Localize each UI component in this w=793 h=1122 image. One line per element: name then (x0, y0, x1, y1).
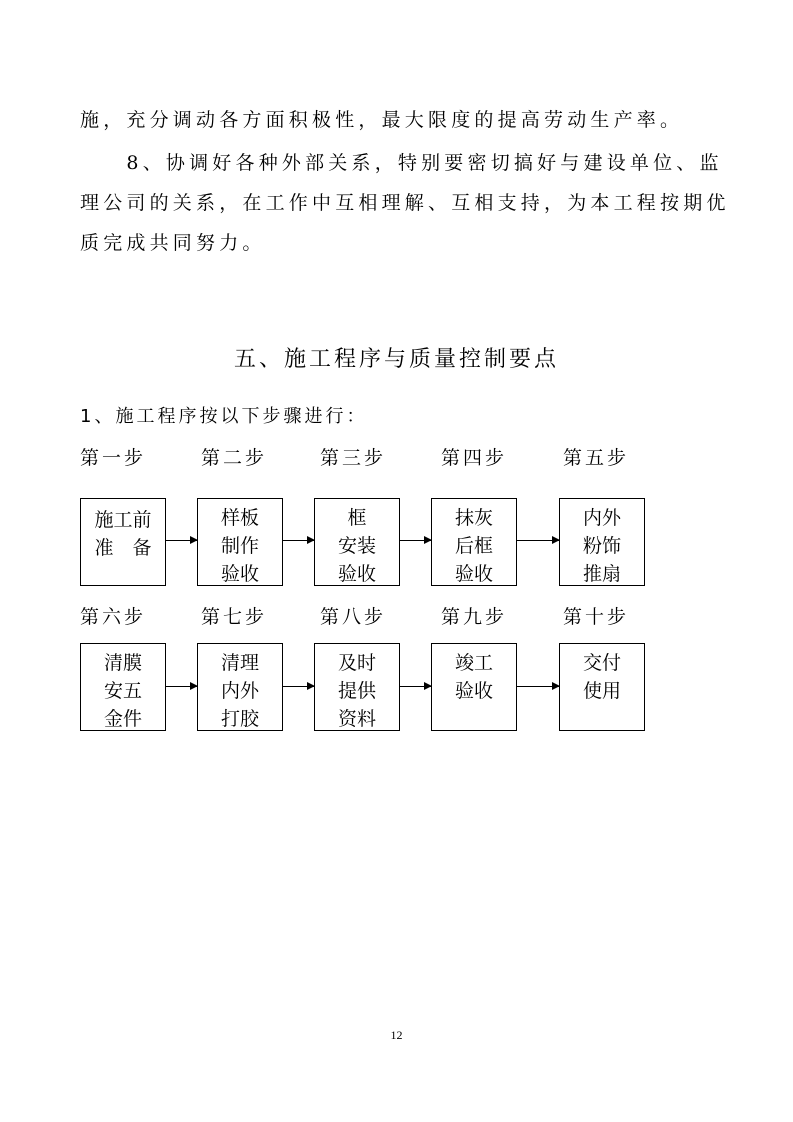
step-box-7-line-2: 内外 (220, 680, 259, 702)
section-title: 五、施工程序与质量控制要点 (233, 347, 559, 372)
step-box-3-line-1: 框 (347, 507, 367, 529)
step-box-3-line-2: 安装 (337, 535, 376, 557)
flow-arrow-9-10 (517, 686, 559, 687)
step-box-4-line-3: 验收 (454, 563, 493, 585)
paragraph-line-3: 理公司的关系，在工作中互相理解、互相支持，为本工程按期优 (80, 192, 730, 214)
step-box-2 (197, 498, 283, 586)
step-box-8-line-1: 及时 (337, 652, 376, 674)
step-box-2-line-2: 制作 (220, 535, 259, 557)
step-box-1-line-1: 施工前 (94, 509, 152, 531)
step-box-5-line-2: 粉饰 (582, 535, 621, 557)
step-box-9-line-2: 验收 (454, 680, 493, 702)
step-box-3 (314, 498, 400, 586)
step-box-7-line-3: 打胶 (220, 708, 259, 730)
step-box-1-line-2: 准 备 (94, 537, 152, 559)
step-box-5-line-1: 内外 (582, 507, 621, 529)
step-box-10-line-2: 使用 (582, 680, 621, 702)
paragraph-line-2: 8、协调好各种外部关系，特别要密切搞好与建设单位、监 (80, 152, 723, 174)
step-box-7-line-1: 清理 (220, 652, 259, 674)
step-label-8: 第八步 (320, 606, 387, 628)
step-box-9-line-1: 竣工 (454, 652, 493, 674)
flow-arrow-1-2 (166, 540, 197, 541)
step-label-10: 第十步 (563, 606, 630, 628)
step-box-10 (559, 643, 645, 731)
step-label-5: 第五步 (563, 447, 630, 469)
step-label-1: 第一步 (80, 447, 147, 469)
paragraph-line-1: 施，充分调动各方面积极性，最大限度的提高劳动生产率。 (80, 109, 684, 131)
step-box-5-line-3: 推扇 (582, 563, 621, 585)
step-label-6: 第六步 (80, 606, 147, 628)
step-label-4: 第四步 (441, 447, 508, 469)
step-box-1 (80, 498, 166, 586)
flow-arrow-6-7 (166, 686, 197, 687)
step-box-6-line-1: 清膜 (103, 652, 142, 674)
step-box-6 (80, 643, 166, 731)
step-box-2-line-3: 验收 (220, 563, 259, 585)
step-box-10-line-1: 交付 (582, 652, 621, 674)
section-subtitle: 1、施工程序按以下步骤进行： (80, 406, 368, 427)
step-box-4-line-2: 后框 (454, 535, 493, 557)
step-box-7 (197, 643, 283, 731)
flow-arrow-3-4 (400, 540, 431, 541)
step-label-9: 第九步 (441, 606, 508, 628)
flow-arrow-8-9 (400, 686, 431, 687)
step-label-7: 第七步 (201, 606, 268, 628)
step-box-5 (559, 498, 645, 586)
step-box-4 (431, 498, 517, 586)
step-box-8-line-2: 提供 (337, 680, 376, 702)
step-box-2-line-1: 样板 (220, 507, 259, 529)
step-label-3: 第三步 (320, 447, 387, 469)
step-box-3-line-3: 验收 (337, 563, 376, 585)
flow-arrow-4-5 (517, 540, 559, 541)
step-box-6-line-3: 金件 (103, 708, 142, 730)
step-box-9 (431, 643, 517, 731)
flow-arrow-2-3 (283, 540, 314, 541)
step-box-8 (314, 643, 400, 731)
page-number: 12 (390, 1028, 403, 1042)
step-box-8-line-3: 资料 (337, 708, 376, 730)
step-label-2: 第二步 (201, 447, 268, 469)
step-box-4-line-1: 抹灰 (454, 507, 493, 529)
step-box-6-line-2: 安五 (103, 680, 142, 702)
paragraph-line-4: 质完成共同努力。 (80, 232, 266, 254)
flow-arrow-7-8 (283, 686, 314, 687)
